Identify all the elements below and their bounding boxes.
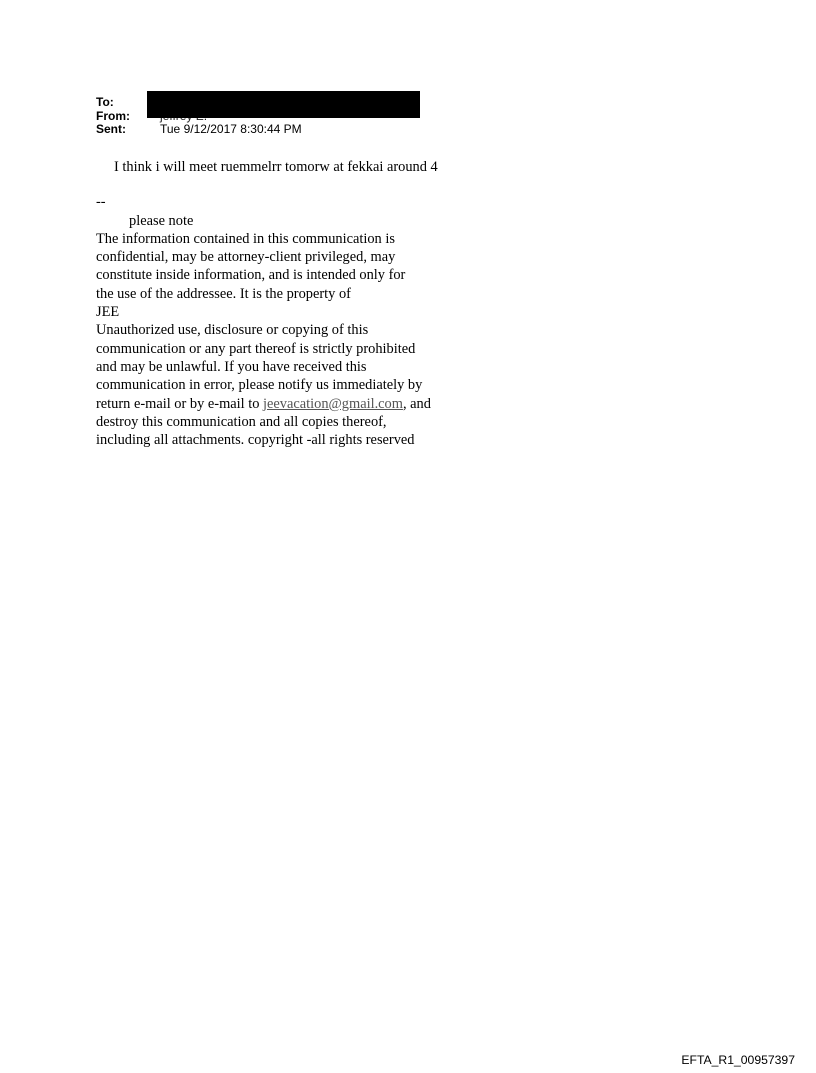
signature-line: the use of the addressee. It is the property of bbox=[96, 285, 351, 302]
signature-line: communication in error, please notify us immediately by bbox=[96, 377, 423, 394]
redaction-block bbox=[147, 91, 420, 118]
signature-line: including all attachments. copyright -all rights reserved bbox=[96, 432, 415, 449]
return-suffix: , and bbox=[402, 395, 431, 412]
signature-return-line bbox=[96, 395, 476, 413]
sent-label: Sent: bbox=[96, 122, 126, 136]
signature-line: destroy this communication and all copies thereof, bbox=[96, 413, 387, 430]
signature-line: The information contained in this communication is bbox=[96, 230, 395, 247]
signature-line: and may be unlawful. If you have received this bbox=[96, 358, 367, 375]
sent-row bbox=[96, 123, 302, 137]
signature-separator: -- bbox=[96, 194, 106, 211]
from-label: From: bbox=[96, 108, 130, 123]
to-label: To: bbox=[96, 95, 114, 109]
signature-line: constitute inside information, and is intended only for bbox=[96, 267, 406, 284]
signature-note: please note bbox=[129, 212, 194, 229]
signature-line: confidential, may be attorney-client privileged, may bbox=[96, 249, 396, 266]
email-body bbox=[96, 158, 476, 449]
email-link[interactable]: jeevacation@gmail.com bbox=[263, 395, 403, 412]
return-prefix: return e-mail or by e-mail to bbox=[96, 395, 264, 412]
message-text: I think i will meet ruemmelrr tomorw at fekkai around 4 bbox=[114, 159, 438, 175]
signature-line: Unauthorized use, disclosure or copying of this bbox=[96, 322, 369, 339]
document-id: EFTA_R1_00957397 bbox=[681, 1053, 795, 1067]
signature-line: JEE bbox=[96, 304, 120, 321]
signature-line: communication or any part thereof is strictly prohibited bbox=[96, 340, 416, 357]
sent-value: Tue 9/12/2017 8:30:44 PM bbox=[160, 122, 302, 136]
